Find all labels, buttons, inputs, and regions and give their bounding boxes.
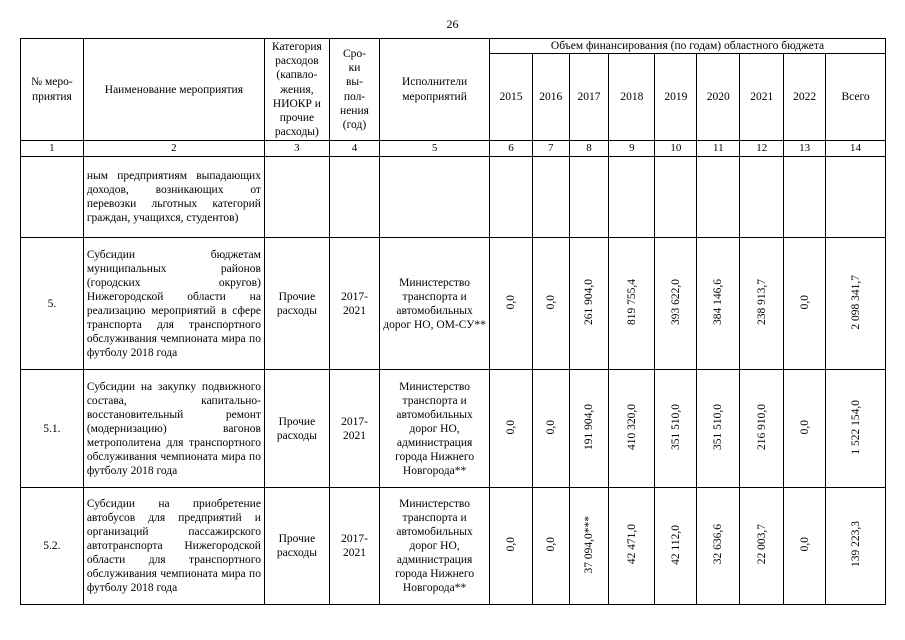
row-value: 410 320,0 (609, 370, 655, 488)
row-value: 1 522 154,0 (826, 370, 886, 488)
header-terms: Сро- ки вы- пол- нения (год) (329, 39, 379, 141)
column-number-row (21, 141, 886, 157)
row-value: 0,0 (490, 370, 533, 488)
column-number: 14 (826, 141, 886, 157)
header-year: 2015 (490, 54, 533, 141)
row-value (655, 157, 697, 238)
row-num (21, 157, 84, 238)
row-value: 42 112,0 (655, 488, 697, 605)
column-number: 13 (784, 141, 826, 157)
header-year: 2021 (740, 54, 784, 141)
header-total: Всего (826, 54, 886, 141)
row-executors: Министерство транспорта и автомобильных дорог НО, администрация города Нижнего Новгорода** (380, 488, 490, 605)
table-row (21, 488, 886, 605)
row-value: 191 904,0 (569, 370, 609, 488)
row-executors: Министерство транспорта и автомобильных дорог НО, ОМ-СУ** (380, 238, 490, 370)
table-row (21, 370, 886, 488)
row-value (784, 157, 826, 238)
row-value (490, 157, 533, 238)
column-number: 9 (609, 141, 655, 157)
page-number: 26 (446, 17, 459, 31)
header-category: Категория расходов (капвло- жения, НИОКР и прочие расходы) (264, 39, 329, 141)
row-executors: Министерство транспорта и автомобильных дорог НО, администрация города Нижнего Новгорода** (380, 370, 490, 488)
row-value: 0,0 (532, 488, 569, 605)
row-value: 384 146,6 (697, 238, 740, 370)
column-number: 11 (697, 141, 740, 157)
row-value (740, 157, 784, 238)
row-category: Прочие расходы (264, 488, 329, 605)
row-value: 0,0 (490, 488, 533, 605)
row-value: 0,0 (532, 370, 569, 488)
row-name: Субсидии на приобретение автобусов для предприятий и организаций пассажирского автотранспорта Нижегородской области для транспортного обслуживания чемпионата мира по футболу 2018 года (83, 488, 264, 605)
row-terms: 2017- 2021 (329, 488, 379, 605)
column-number: 1 (21, 141, 84, 157)
row-name: Субсидии бюджетам муниципальных районов (городских округов) Нижегородской области на реализацию мероприятий в сфере транспорта для транспортного обслуживания чемпионата мира по футболу 2018 года (83, 238, 264, 370)
header-year: 2016 (532, 54, 569, 141)
row-value: 0,0 (784, 238, 826, 370)
header-year: 2022 (784, 54, 826, 141)
column-number: 6 (490, 141, 533, 157)
row-executors (380, 157, 490, 238)
funding-table (20, 38, 886, 605)
column-number: 12 (740, 141, 784, 157)
header-funding-group: Объем финансирования (по годам) областного бюджета (490, 39, 886, 54)
row-value: 22 003,7 (740, 488, 784, 605)
row-value (697, 157, 740, 238)
header-year: 2017 (569, 54, 609, 141)
row-value (609, 157, 655, 238)
column-number: 4 (329, 141, 379, 157)
column-number: 10 (655, 141, 697, 157)
row-value (569, 157, 609, 238)
row-terms: 2017- 2021 (329, 370, 379, 488)
row-category (264, 157, 329, 238)
header-year: 2019 (655, 54, 697, 141)
column-number: 8 (569, 141, 609, 157)
row-terms: 2017- 2021 (329, 238, 379, 370)
row-name: Субсидии на закупку подвижного состава, капитально-восстановительный ремонт (модернизацию) вагонов метрополитена для транспортного обслуживания чемпионата мира по футболу 2018 года (83, 370, 264, 488)
table-row (21, 238, 886, 370)
row-value: 37 094,0*** (569, 488, 609, 605)
column-number: 7 (532, 141, 569, 157)
header-name: Наименование мероприятия (83, 39, 264, 141)
row-num: 5. (21, 238, 84, 370)
header-row-top (21, 39, 886, 54)
header-year: 2020 (697, 54, 740, 141)
row-value: 0,0 (784, 370, 826, 488)
column-number: 2 (83, 141, 264, 157)
row-value: 2 098 341,7 (826, 238, 886, 370)
column-number: 3 (264, 141, 329, 157)
row-name: ным предприятиям выпадающих доходов, возникающих от перевозки льготных категорий граждан, учащихся, студентов) (83, 157, 264, 238)
table-row (21, 157, 886, 238)
row-value: 393 622,0 (655, 238, 697, 370)
row-value: 0,0 (490, 238, 533, 370)
row-value: 238 913,7 (740, 238, 784, 370)
row-num: 5.1. (21, 370, 84, 488)
row-terms (329, 157, 379, 238)
row-value (532, 157, 569, 238)
row-category: Прочие расходы (264, 238, 329, 370)
row-value: 351 510,0 (697, 370, 740, 488)
row-num: 5.2. (21, 488, 84, 605)
row-value: 0,0 (532, 238, 569, 370)
row-value (826, 157, 886, 238)
row-value: 139 223,3 (826, 488, 886, 605)
header-year: 2018 (609, 54, 655, 141)
row-value: 351 510,0 (655, 370, 697, 488)
row-value: 261 904,0 (569, 238, 609, 370)
row-value: 32 636,6 (697, 488, 740, 605)
column-number: 5 (380, 141, 490, 157)
header-executors: Исполнители мероприятий (380, 39, 490, 141)
row-value: 42 471,0 (609, 488, 655, 605)
row-value: 216 910,0 (740, 370, 784, 488)
row-value: 0,0 (784, 488, 826, 605)
row-category: Прочие расходы (264, 370, 329, 488)
header-num: № меро- приятия (21, 39, 84, 141)
row-value: 819 755,4 (609, 238, 655, 370)
